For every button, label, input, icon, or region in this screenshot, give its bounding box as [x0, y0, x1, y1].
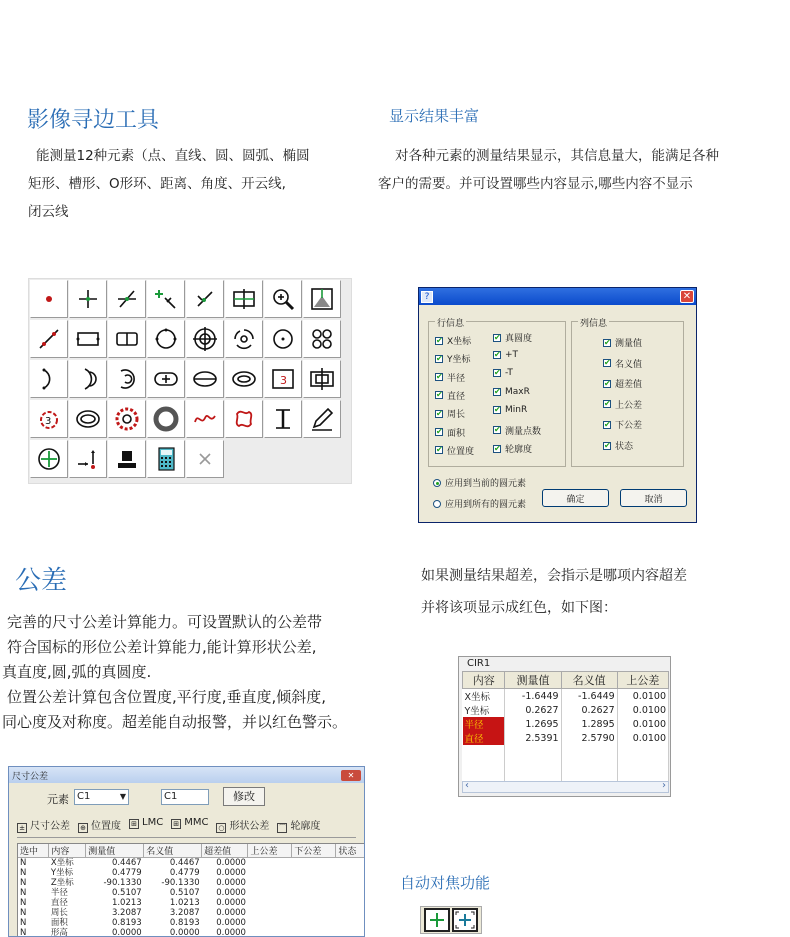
tolerance-cell: 面积: [50, 918, 68, 928]
checkbox-check-icon[interactable]: ✔: [604, 337, 611, 347]
tolerance-column-header[interactable]: 上公差: [248, 844, 292, 858]
radio-label: 应用到所有的圆元素: [445, 500, 527, 510]
checkbox-item[interactable]: [493, 387, 530, 397]
oring-icon[interactable]: [225, 360, 263, 398]
edge-tools-description: [28, 142, 310, 226]
help-icon[interactable]: ?: [421, 291, 433, 303]
desc-line: 真直度,圆,弧的真圆度.: [2, 663, 152, 681]
calculator-icon[interactable]: [147, 440, 185, 478]
autofocus-toolbar: [420, 906, 482, 934]
checkbox-check-icon[interactable]: ✔: [604, 440, 611, 450]
cir-cell-label: Y坐标: [463, 703, 505, 717]
table-row[interactable]: [18, 858, 365, 869]
table-row[interactable]: [18, 918, 365, 928]
desc-line: 并将该项显示成红色，如下图：: [421, 600, 617, 616]
tolerance-cell: [292, 878, 336, 888]
tolerance-cell: 0.0000: [216, 858, 246, 868]
checkbox-check-icon[interactable]: ✔: [494, 368, 501, 377]
form-tolerance-icon: ○: [218, 824, 225, 832]
desc-line: 能测量12种元素（点、直线、圆、圆弧、椭圆: [36, 148, 310, 164]
checkbox-check-icon[interactable]: ✔: [604, 378, 611, 388]
checkbox-check-icon[interactable]: ✔: [494, 405, 501, 414]
section-title-tolerance: 公差: [15, 566, 68, 596]
checkbox-label: 轮廓度: [505, 445, 533, 455]
tolerance-table: [17, 843, 365, 937]
cir-cell-upper: 0.0100: [617, 689, 668, 704]
cir-cell-measured: 1.2695: [505, 717, 561, 731]
checkbox-item[interactable]: [435, 334, 471, 347]
tolerance-cell: 0.0000: [216, 878, 246, 888]
tolerance-cell: [292, 888, 336, 898]
tolerance-cell: 0.4779: [169, 868, 200, 878]
checkbox-label: 真圆度: [505, 334, 533, 344]
tolerance-cell: Z坐标: [50, 878, 74, 888]
palette-row: [29, 320, 351, 359]
checkbox-item[interactable]: [603, 439, 633, 452]
checkbox-check-icon[interactable]: ✔: [494, 425, 501, 434]
cir-table: [462, 671, 669, 787]
table-row: [463, 717, 669, 731]
tolerance-cell: 0.0000: [169, 928, 200, 937]
arrow-dot-icon[interactable]: [69, 440, 107, 478]
autofocus-icon[interactable]: [424, 908, 450, 932]
arc-open-icon[interactable]: [108, 360, 146, 398]
element-label: 元素: [47, 793, 69, 806]
section-title-results: 显示结果丰富: [389, 107, 480, 125]
tolerance-column-header[interactable]: 下公差: [292, 844, 336, 858]
checkbox-check-icon[interactable]: ✔: [494, 386, 501, 396]
cir-cell-upper: 0.0100: [617, 731, 668, 745]
checkbox-check-icon[interactable]: ✔: [494, 443, 501, 453]
tolerance-tabs: [17, 817, 356, 838]
close-button[interactable]: ✕: [341, 770, 361, 781]
tolerance-cell: [248, 858, 292, 869]
checkbox-item[interactable]: [603, 336, 642, 349]
tolerance-cell: 形高: [50, 928, 68, 937]
mmc-icon: ⊞: [171, 819, 181, 829]
table-row[interactable]: [18, 898, 365, 908]
zoom-icon[interactable]: [264, 280, 302, 318]
radio-dot[interactable]: [433, 479, 441, 487]
double-ellipse-icon[interactable]: [69, 400, 107, 438]
section-title-autofocus: 自动对焦功能: [400, 874, 491, 892]
checkbox-item[interactable]: [493, 350, 518, 360]
tab-profile[interactable]: [277, 817, 320, 833]
radio-label: 应用到当前的圆元素: [445, 479, 527, 489]
tolerance-cell: [336, 888, 365, 898]
tolerance-cell: [292, 898, 336, 908]
tolerance-cell: 0.4467: [111, 858, 142, 868]
tolerance-cell: [292, 868, 336, 878]
checkbox-label: 超差值: [615, 380, 643, 391]
checkbox-label: MinR: [505, 405, 528, 415]
arc-left-icon[interactable]: [30, 360, 68, 398]
tolerance-cell: [336, 928, 365, 937]
section-title-edge-tools: 影像寻边工具: [27, 108, 160, 133]
modify-button[interactable]: 修改: [223, 787, 265, 806]
tolerance-cell: Y坐标: [50, 868, 74, 878]
checkbox-check-icon[interactable]: ✔: [436, 372, 443, 382]
checkbox-label: 测量值: [615, 339, 643, 349]
checkbox-check-icon[interactable]: ✔: [436, 335, 443, 345]
checkbox-label: 面积: [447, 428, 466, 439]
tolerance-cell: 0.4779: [111, 868, 142, 878]
checkbox-label: MaxR: [505, 386, 530, 397]
svg-text:3: 3: [280, 374, 287, 387]
tab-position[interactable]: [78, 817, 121, 833]
column-info-label: 列信息: [578, 316, 609, 329]
circle-cross-icon[interactable]: [30, 440, 68, 478]
tolerance-cell: [248, 898, 292, 908]
circle-dot-icon[interactable]: [264, 320, 302, 358]
tolerance-cell: [248, 878, 292, 888]
palette-row: [29, 440, 351, 479]
cir-cell-upper: 0.0100: [617, 703, 668, 717]
tolerance-cell: [336, 908, 365, 918]
checkbox-item[interactable]: [493, 331, 532, 344]
table-row[interactable]: [18, 928, 365, 937]
cir-cell-label: 直径: [463, 731, 505, 745]
table-row: [463, 689, 669, 704]
gear-ring-icon[interactable]: [108, 400, 146, 438]
cancel-button[interactable]: 取消: [620, 489, 687, 507]
checkbox-label: 下公差: [615, 421, 643, 432]
cross-point-icon[interactable]: [69, 280, 107, 318]
autofocus-corner-icon[interactable]: [452, 908, 478, 932]
out-of-tolerance-description: [421, 560, 687, 624]
tolerance-column-header[interactable]: 选中: [18, 844, 49, 858]
empty-row: [463, 745, 669, 759]
checkbox-label: 半径: [447, 373, 466, 384]
tolerance-description: [2, 610, 347, 735]
tab-form-tolerance[interactable]: [216, 817, 269, 833]
scroll-left-icon[interactable]: ‹: [465, 780, 469, 791]
checkbox-item[interactable]: [603, 377, 642, 390]
window-title: 尺寸公差: [12, 771, 49, 782]
desc-line: 同心度及对称度。超差能自动报警，并以红色警示。: [2, 713, 348, 731]
radio-apply-current[interactable]: [433, 476, 526, 489]
cir-cell-measured: 0.2627: [505, 703, 561, 717]
gauge-icon[interactable]: [303, 360, 341, 398]
cir-column-header: 内容: [463, 672, 505, 689]
checkbox-item[interactable]: [603, 357, 642, 370]
tolerance-cell: 3.2087: [111, 908, 142, 918]
tolerance-cell: [336, 858, 365, 869]
tolerance-column-header[interactable]: 名义值: [144, 844, 202, 858]
checkbox-check-icon[interactable]: ✔: [436, 390, 443, 400]
cir-cell-nominal: -1.6449: [561, 689, 617, 704]
tolerance-cell: [292, 928, 336, 937]
open-cloud-icon[interactable]: [186, 400, 224, 438]
checkbox-check-icon[interactable]: ✔: [604, 419, 611, 429]
magic-point-icon[interactable]: [147, 280, 185, 318]
tab-label: 轮廓度: [290, 821, 321, 832]
tolerance-cell: -90.1330: [103, 878, 142, 888]
tolerance-cell: 0.0000: [216, 928, 246, 937]
tab-label: LMC: [142, 817, 164, 828]
svg-text:3: 3: [45, 416, 52, 427]
scroll-right-icon[interactable]: ›: [662, 780, 666, 791]
closed-cloud-icon[interactable]: [225, 400, 263, 438]
tab-label: 位置度: [91, 821, 121, 832]
cir-cell-measured: -1.6449: [505, 689, 561, 704]
height-icon[interactable]: [264, 400, 302, 438]
checkbox-label: 周长: [447, 410, 466, 421]
tolerance-cell: 0.5107: [111, 888, 142, 898]
tab-size-tolerance[interactable]: [17, 817, 70, 833]
tolerance-cell: [336, 868, 365, 878]
tolerance-cell: -90.1330: [161, 878, 200, 888]
tab-label: MMC: [184, 817, 209, 828]
four-circles-icon[interactable]: [303, 320, 341, 358]
cir-result-table: [458, 656, 671, 797]
desc-line: 符合国标的形位公差计算能力,能计算形状公差,: [7, 638, 317, 656]
checkbox-check-icon[interactable]: ✔: [604, 358, 611, 368]
table-row[interactable]: [18, 888, 365, 898]
checkbox-label: 直径: [447, 391, 466, 402]
tolerance-cell: [248, 928, 292, 937]
cir-column-header: 名义值: [561, 672, 617, 689]
tolerance-cell: N: [20, 888, 27, 898]
empty-row: [463, 759, 669, 773]
radio-dot[interactable]: [433, 500, 441, 508]
tolerance-cell: N: [20, 898, 27, 908]
tab-label: 尺寸公差: [30, 821, 70, 832]
tolerance-cell: [336, 878, 365, 888]
table-row[interactable]: [18, 908, 365, 918]
tolerance-cell: [248, 918, 292, 928]
desc-line: 矩形、槽形、O形环、距离、角度、开云线,: [28, 176, 286, 192]
slot-icon[interactable]: [108, 320, 146, 358]
checkbox-label: 状态: [615, 442, 634, 452]
window-titlebar: [9, 767, 364, 783]
tab-mmc[interactable]: [171, 817, 208, 833]
tolerance-cell: 1.0213: [111, 898, 142, 908]
tolerance-cell: 0.0000: [216, 918, 246, 928]
ok-button[interactable]: 确定: [542, 489, 609, 507]
element-select[interactable]: [74, 789, 129, 805]
checkbox-check-icon[interactable]: ✔: [436, 408, 443, 418]
desc-line: 对各种元素的测量结果显示，其信息量大，能满足各种: [395, 148, 719, 164]
table-row[interactable]: [18, 878, 365, 888]
line-icon[interactable]: [30, 320, 68, 358]
checkbox-check-icon[interactable]: ✔: [604, 399, 611, 409]
lmc-icon: ⊞: [129, 819, 139, 829]
desc-line: 位置公差计算包含位置度,平行度,垂直度,倾斜度,: [7, 688, 327, 706]
checkbox-check-icon[interactable]: ✔: [494, 349, 501, 359]
tab-lmc[interactable]: [129, 817, 163, 833]
crosshair-circle-icon[interactable]: [186, 320, 224, 358]
row-info-label: 行信息: [435, 316, 466, 329]
checkbox-item[interactable]: [493, 368, 513, 378]
column-info-group: [571, 321, 684, 467]
cir-cell-label: X坐标: [463, 689, 505, 704]
ellipse-icon[interactable]: [186, 360, 224, 398]
tolerance-cell: [292, 918, 336, 928]
tolerance-cell: 0.5107: [169, 888, 200, 898]
cir-column-header: 测量值: [505, 672, 561, 689]
cir-table-title: CIR1: [467, 658, 491, 669]
tolerance-cell: [292, 908, 336, 918]
tolerance-cell: N: [20, 908, 27, 918]
cir-cell-nominal: 0.2627: [561, 703, 617, 717]
tolerance-cell: N: [20, 858, 27, 868]
tolerance-cell: [336, 918, 365, 928]
horizontal-scrollbar[interactable]: [462, 781, 669, 793]
desc-line: 闭云线: [28, 204, 69, 220]
tolerance-column-header[interactable]: 测量值: [86, 844, 144, 858]
cir-cell-measured: 2.5391: [505, 731, 561, 745]
line-point-icon[interactable]: [186, 280, 224, 318]
intersection-point-icon[interactable]: [108, 280, 146, 318]
ring-alarm-icon[interactable]: [30, 400, 68, 438]
tolerance-cell: X坐标: [50, 858, 74, 868]
checkbox-label: Y坐标: [447, 355, 471, 366]
tolerance-cell: 0.0000: [216, 908, 246, 918]
tolerance-cell: N: [20, 878, 27, 888]
tolerance-cell: [248, 908, 292, 918]
checkbox-item[interactable]: [493, 442, 532, 455]
size-tolerance-icon: ±: [17, 823, 27, 833]
mountain-icon[interactable]: [303, 280, 341, 318]
tolerance-cell: 半径: [50, 888, 68, 898]
palette-row: [29, 360, 351, 399]
element-name-input[interactable]: C1: [161, 789, 209, 805]
tolerance-cell: [248, 868, 292, 878]
palette-row: [29, 400, 351, 439]
checkbox-check-icon[interactable]: ✔: [436, 427, 443, 436]
close-button[interactable]: ✕: [680, 290, 694, 303]
checkbox-check-icon[interactable]: ✔: [494, 332, 501, 342]
checkbox-label: 位置度: [447, 446, 475, 457]
table-row[interactable]: [18, 868, 365, 878]
arc-segments-icon[interactable]: [225, 320, 263, 358]
close-icon[interactable]: [186, 440, 224, 478]
checkbox-label: 测量点数: [505, 426, 542, 437]
tolerance-cell: 0.0000: [111, 928, 142, 937]
tolerance-cell: 0.0000: [216, 888, 246, 898]
checkbox-item[interactable]: [435, 389, 465, 402]
checkbox-item[interactable]: [435, 352, 471, 365]
checkbox-label: +T: [505, 349, 519, 360]
element-select-value: C1: [77, 791, 91, 802]
checkbox-label: 上公差: [615, 400, 643, 411]
tolerance-cell: 3.2087: [169, 908, 200, 918]
tolerance-cell: [248, 888, 292, 898]
chevron-down-icon[interactable]: ▼: [119, 792, 126, 801]
checkbox-item[interactable]: [493, 424, 541, 437]
tolerance-column-header[interactable]: 状态: [336, 844, 365, 858]
table-row: [463, 703, 669, 717]
tolerance-cell: 周长: [50, 908, 68, 918]
cir-cell-upper: 0.0100: [617, 717, 668, 731]
cir-column-header: 上公差: [617, 672, 668, 689]
edge-tool-palette: [28, 278, 352, 484]
arc-right-icon[interactable]: [69, 360, 107, 398]
box-three-icon[interactable]: [264, 360, 302, 398]
checkbox-item[interactable]: [493, 405, 527, 415]
tolerance-cell: N: [20, 868, 27, 878]
tolerance-cell: 0.4467: [169, 858, 200, 868]
palette-row: [29, 280, 351, 319]
tolerance-column-header[interactable]: 超差值: [202, 844, 248, 858]
checkbox-label: X坐标: [447, 337, 472, 347]
tab-label: 形状公差: [229, 821, 270, 832]
row-info-group: [428, 321, 566, 467]
desc-line: 客户的需要。并可设置哪些内容显示,哪些内容不显示: [378, 176, 693, 192]
cir-cell-nominal: 2.5790: [561, 731, 617, 745]
desc-line: 如果测量结果超差，会指示是哪项内容超差: [421, 568, 687, 584]
tolerance-column-header[interactable]: 内容: [49, 844, 86, 858]
box-point-icon[interactable]: [225, 280, 263, 318]
checkbox-item[interactable]: [603, 418, 642, 431]
cir-cell-label: 半径: [463, 717, 505, 731]
dialog-titlebar: [419, 288, 696, 305]
dimension-tolerance-window: [8, 766, 365, 937]
point-icon[interactable]: [30, 280, 68, 318]
pencil-icon[interactable]: [303, 400, 341, 438]
radio-apply-all[interactable]: [433, 497, 526, 510]
checkbox-label: -T: [505, 368, 513, 378]
tolerance-cell: 直径: [50, 898, 68, 908]
checkbox-item[interactable]: [435, 444, 474, 457]
checkbox-item[interactable]: [435, 426, 465, 439]
tolerance-cell: 1.0213: [169, 898, 200, 908]
checkbox-label: 名义值: [615, 359, 643, 370]
tolerance-cell: [336, 898, 365, 908]
circle-icon[interactable]: [147, 320, 185, 358]
tolerance-cell: 0.8193: [111, 918, 142, 928]
rectangle-icon[interactable]: [69, 320, 107, 358]
tolerance-cell: 0.0000: [216, 898, 246, 908]
cir-cell-nominal: 1.2895: [561, 717, 617, 731]
checkbox-item[interactable]: [435, 407, 465, 420]
checkbox-check-icon[interactable]: ✔: [436, 445, 443, 455]
tolerance-cell: 0.8193: [169, 918, 200, 928]
stand-icon[interactable]: [108, 440, 146, 478]
profile-icon: ⌒: [278, 824, 286, 832]
tolerance-cell: [292, 858, 336, 869]
desc-line: 完善的尺寸公差计算能力。可设置默认的公差带: [7, 613, 323, 631]
tolerance-cell: N: [20, 918, 27, 928]
tolerance-cell: 0.0000: [216, 868, 246, 878]
results-description: [378, 142, 719, 198]
checkbox-item[interactable]: [603, 398, 642, 411]
checkbox-check-icon[interactable]: ✔: [436, 353, 443, 363]
checkbox-item[interactable]: [435, 371, 465, 384]
washer-icon[interactable]: [147, 400, 185, 438]
display-settings-dialog: [418, 287, 697, 523]
table-row: [463, 731, 669, 745]
position-icon: ⊕: [78, 823, 88, 833]
tolerance-cell: N: [20, 928, 27, 937]
slot-plus-icon[interactable]: [147, 360, 185, 398]
